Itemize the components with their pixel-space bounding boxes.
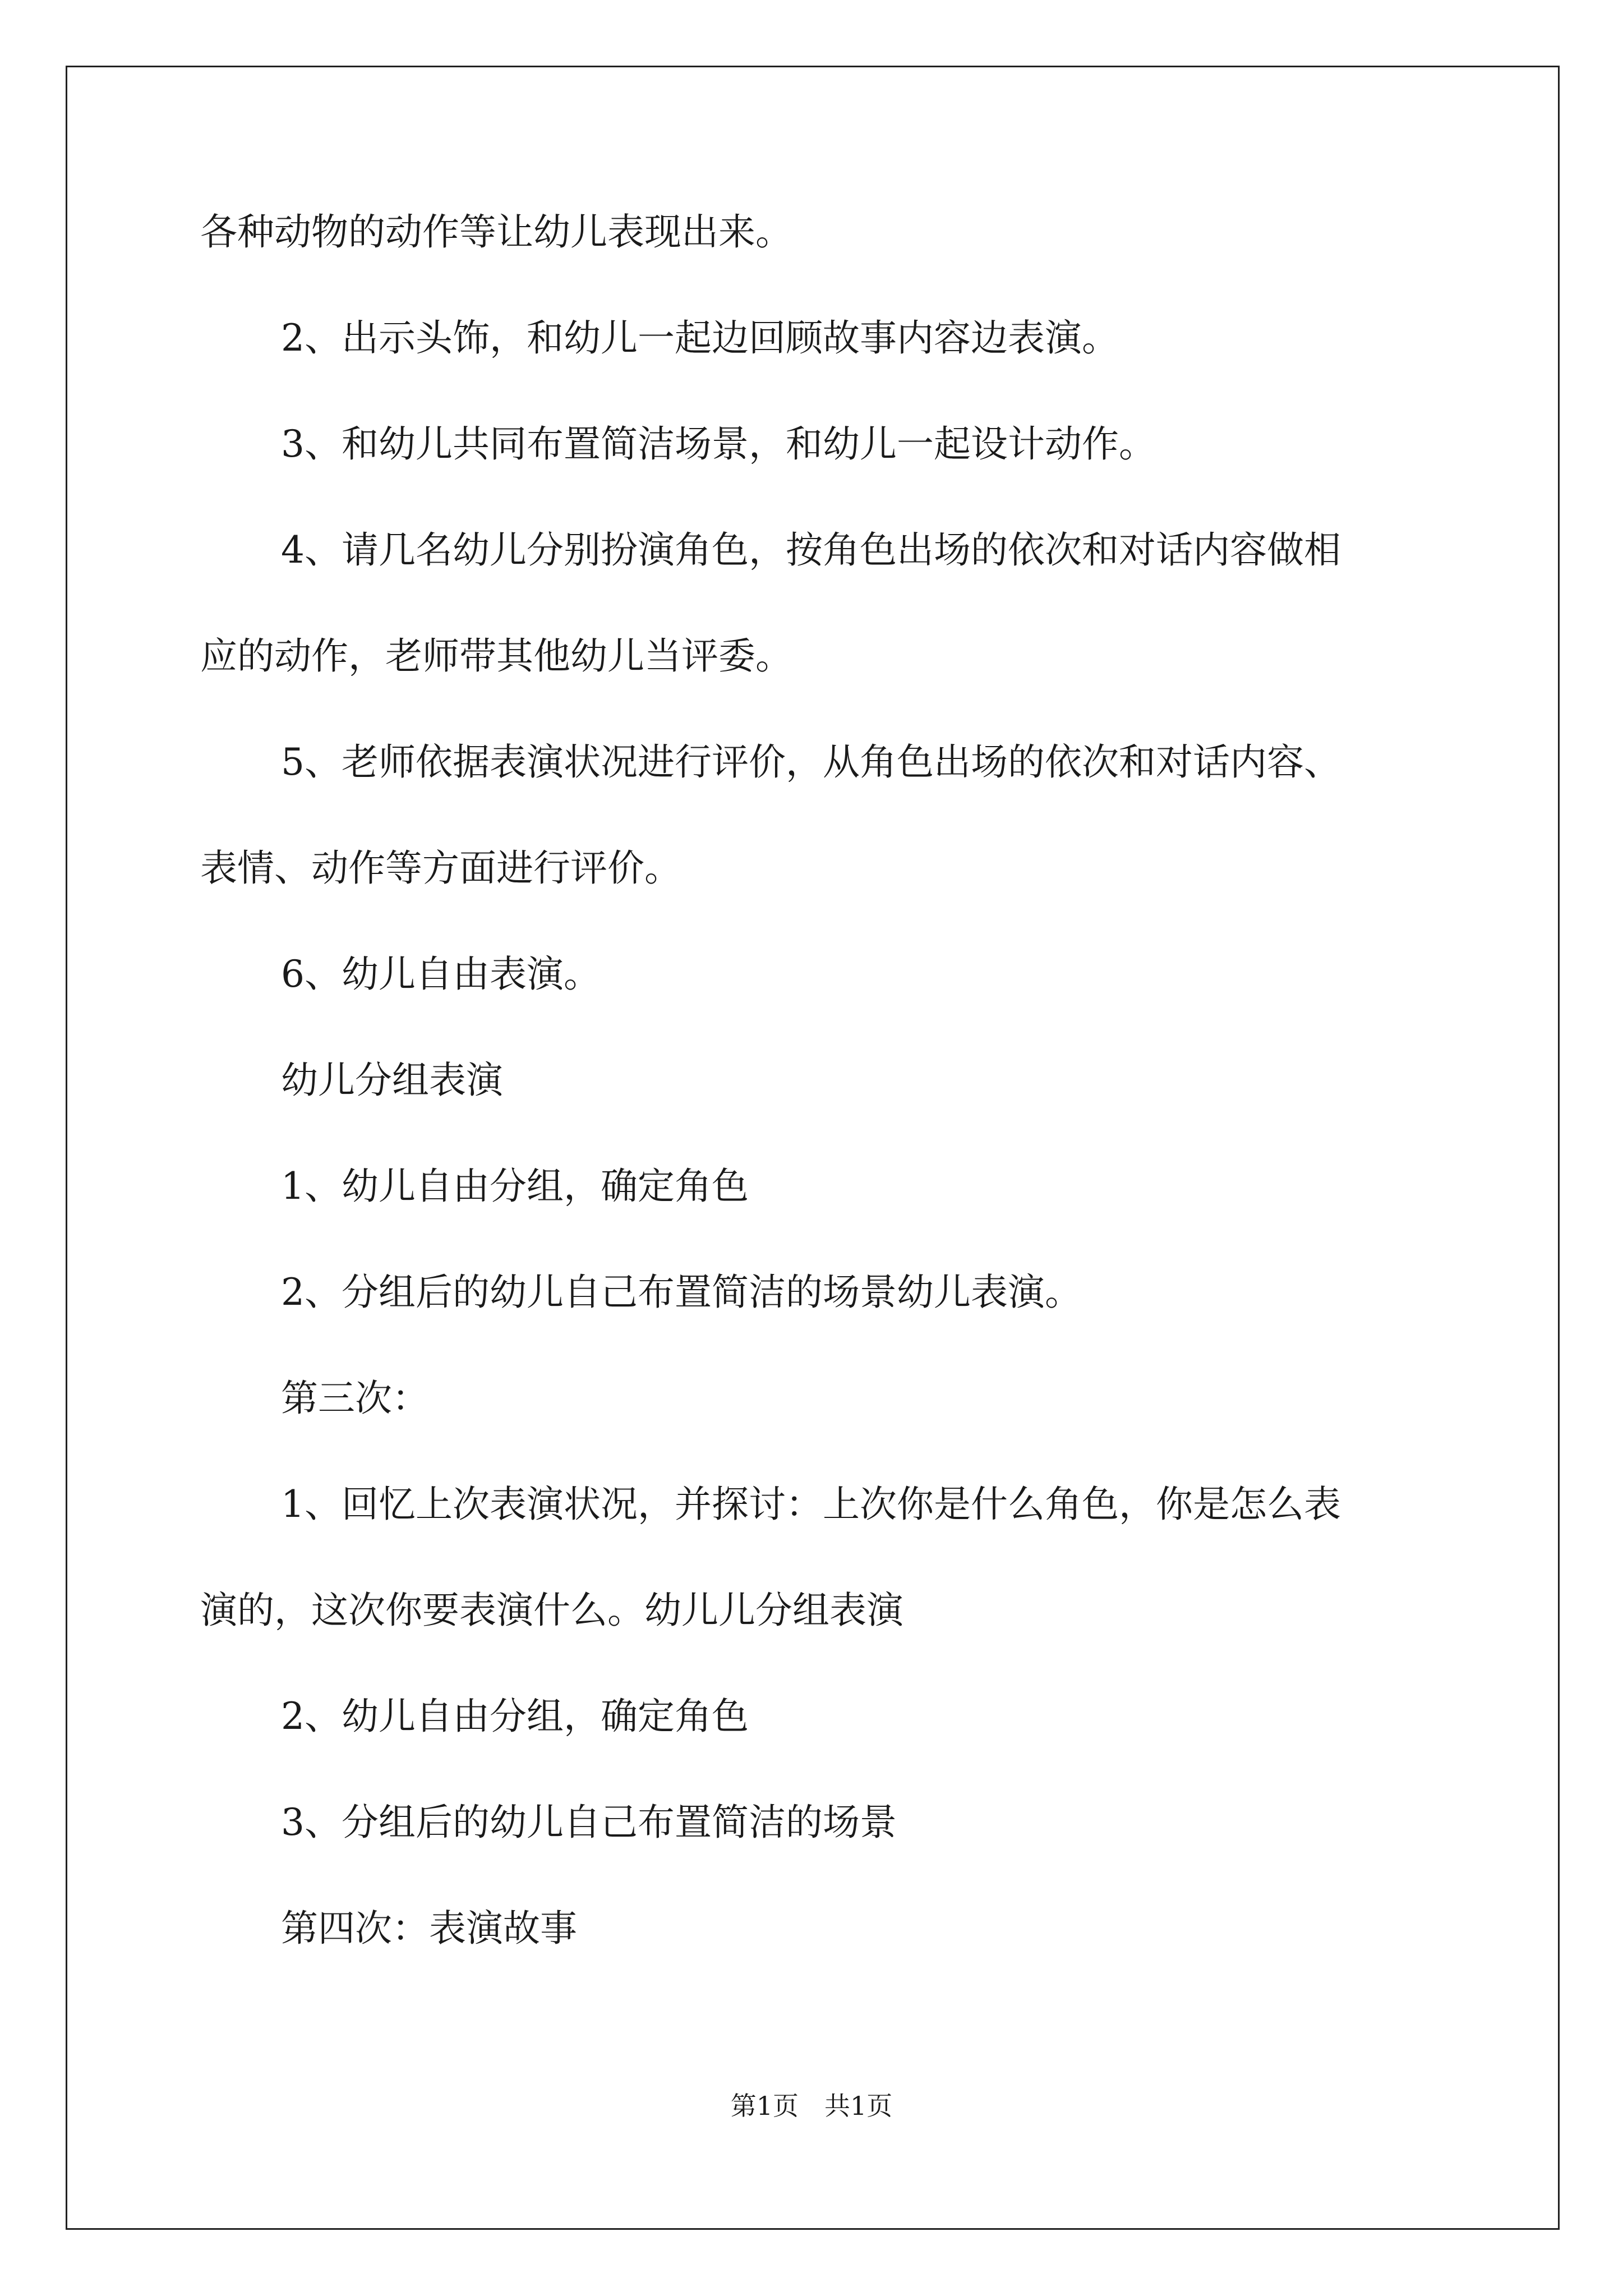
paragraph-line: 应的动作，老师带其他幼儿当评委。 [200, 634, 792, 678]
paragraph-line: 演的，这次你要表演什么。幼儿儿分组表演 [200, 1589, 903, 1632]
paragraph-line: 3、分组后的幼儿自己布置简洁的场景 [281, 1801, 897, 1844]
paragraph-line: 表情、动作等方面进行评价。 [200, 846, 681, 890]
paragraph-line: 6、幼儿自由表演。 [281, 953, 601, 996]
paragraph-line: 5、老师依据表演状况进行评价，从角色出场的依次和对话内容、 [281, 740, 1341, 784]
page-number: 第1页 [730, 2091, 799, 2121]
page-border [66, 66, 1560, 2230]
section-heading: 幼儿分组表演 [281, 1059, 503, 1102]
paragraph-line: 各种动物的动作等让幼儿表现出来。 [200, 210, 792, 254]
paragraph-line: 2、分组后的幼儿自己布置简洁的场景幼儿表演。 [281, 1271, 1082, 1314]
paragraph-line: 1、回忆上次表演状况，并探讨：上次你是什么角色，你是怎么表 [281, 1483, 1341, 1526]
section-heading: 第四次：表演故事 [281, 1907, 577, 1950]
paragraph-line: 2、出示头饰，和幼儿一起边回顾故事内容边表演。 [281, 316, 1119, 360]
page-total: 共1页 [824, 2091, 893, 2121]
paragraph-line: 2、幼儿自由分组，确定角色 [281, 1695, 749, 1738]
paragraph-line: 4、请几名幼儿分别扮演角色，按角色出场的依次和对话内容做相 [281, 528, 1341, 572]
paragraph-line: 1、幼儿自由分组，确定角色 [281, 1165, 749, 1208]
section-heading: 第三次： [281, 1377, 429, 1420]
paragraph-line: 3、和幼儿共同布置简洁场景，和幼儿一起设计动作。 [281, 422, 1156, 466]
page-footer [0, 2093, 1623, 2119]
